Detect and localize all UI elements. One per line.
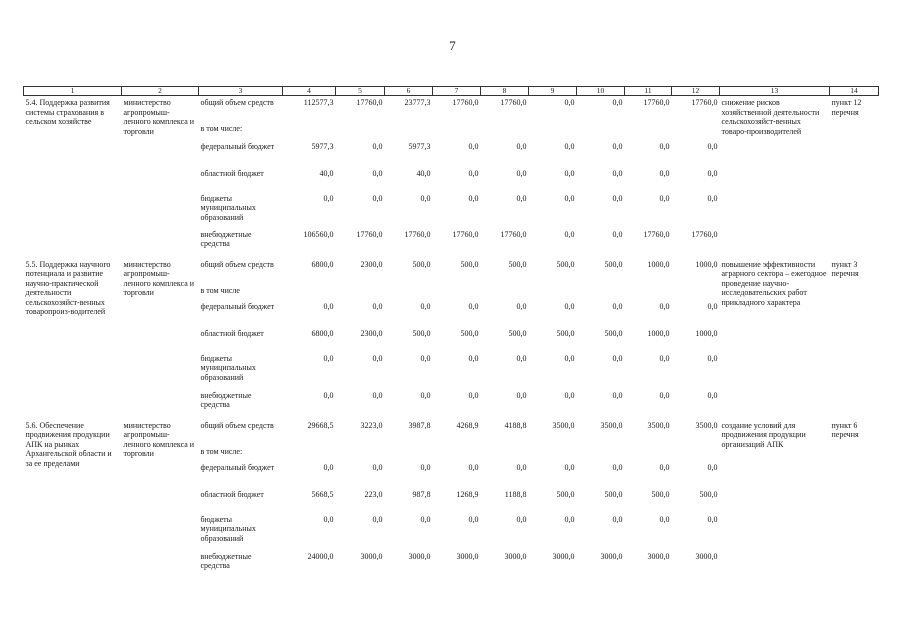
funding-value: 5668,5 xyxy=(311,489,334,499)
funding-value: 0,0 xyxy=(612,193,623,203)
funding-value: 0,0 xyxy=(468,168,479,178)
funding-value: 0,0 xyxy=(564,514,575,524)
funding-value: 0,0 xyxy=(372,168,383,178)
funding-value: 3500,0 xyxy=(647,420,670,430)
funding-value xyxy=(481,124,529,142)
funding-value: 17760,0 xyxy=(356,229,383,239)
funding-value: 0,0 xyxy=(564,193,575,203)
table-body xyxy=(24,96,879,580)
funding-value: 0,0 xyxy=(420,462,431,472)
funding-value: 500,0 xyxy=(604,259,623,269)
funding-value: 500,0 xyxy=(508,259,527,269)
funding-value: 0,0 xyxy=(659,168,670,178)
funding-value: 3000,0 xyxy=(456,551,479,561)
funding-value: 0,0 xyxy=(707,168,718,178)
funding-value xyxy=(577,447,625,463)
funding-value: 0,0 xyxy=(612,301,623,311)
funding-source: федеральный бюджет xyxy=(200,141,275,151)
activity-name: 5.6. Обеспечение продвижения продукции АПК на рынках Архангельской области и за ее пределами xyxy=(25,420,112,468)
funding-value xyxy=(577,286,625,302)
funding-value: 106560,0 xyxy=(303,229,334,239)
funding-value: 3000,0 xyxy=(552,551,575,561)
funding-value: 0,0 xyxy=(659,193,670,203)
funding-value: 1000,0 xyxy=(695,328,718,338)
funding-source: федеральный бюджет xyxy=(200,301,275,311)
funding-value: 1000,0 xyxy=(647,259,670,269)
funding-value: 0,0 xyxy=(420,301,431,311)
column-number: 1 xyxy=(24,87,122,96)
funding-value: 0,0 xyxy=(707,193,718,203)
executor: министерство агропромыш-ленного комплекса и торговли xyxy=(123,420,195,458)
funding-value: 0,0 xyxy=(372,141,383,151)
funding-value: 112577,3 xyxy=(303,98,334,107)
funding-value: 0,0 xyxy=(612,462,623,472)
funding-value: 0,0 xyxy=(564,229,575,239)
expected-result: создание условий для продвижения продукции организаций АПК xyxy=(721,420,806,449)
funding-value: 0,0 xyxy=(372,390,383,400)
column-number: 3 xyxy=(199,87,283,96)
funding-value: 0,0 xyxy=(516,168,527,178)
funding-value xyxy=(625,286,672,302)
funding-value: 0,0 xyxy=(372,353,383,363)
funding-value xyxy=(625,124,672,142)
column-number: 5 xyxy=(336,87,385,96)
funding-source: в том числе: xyxy=(200,446,243,456)
funding-value: 0,0 xyxy=(372,462,383,472)
funding-value: 0,0 xyxy=(659,301,670,311)
column-number: 14 xyxy=(830,87,879,96)
funding-value: 987,8 xyxy=(412,489,431,499)
funding-value: 0,0 xyxy=(468,353,479,363)
funding-source: бюджеты муниципальных образований xyxy=(200,193,256,222)
funding-value xyxy=(336,124,385,142)
funding-value: 0,0 xyxy=(516,353,527,363)
funding-value: 24000,0 xyxy=(307,551,334,561)
funding-value: 17760,0 xyxy=(643,98,670,107)
funding-value: 6800,0 xyxy=(311,328,334,338)
funding-value: 0,0 xyxy=(516,462,527,472)
funding-value: 0,0 xyxy=(707,462,718,472)
activity-name: 5.5. Поддержка научного потенциала и развитие научно-практической деятельности сельскохозяйст-венных товаропроиз-водителей xyxy=(25,259,111,316)
page-number: 7 xyxy=(449,38,456,53)
reference: пункт 12 перечня xyxy=(831,98,862,117)
funding-source: федеральный бюджет xyxy=(200,462,275,472)
funding-source: бюджеты муниципальных образований xyxy=(200,514,256,543)
funding-value: 0,0 xyxy=(468,301,479,311)
funding-value xyxy=(336,286,385,302)
funding-value xyxy=(672,124,720,142)
funding-source: общий объем средств xyxy=(200,420,274,430)
funding-value: 0,0 xyxy=(659,141,670,151)
funding-value: 0,0 xyxy=(612,98,623,107)
funding-value: 500,0 xyxy=(412,259,431,269)
funding-value: 0,0 xyxy=(420,353,431,363)
expected-result: снижение рисков хозяйственной деятельности сельскохозяйст-венных товаро-производителей xyxy=(721,98,820,136)
funding-value: 500,0 xyxy=(412,328,431,338)
funding-value xyxy=(283,447,336,463)
funding-value xyxy=(529,124,577,142)
funding-value xyxy=(283,286,336,302)
funding-source: общий объем средств xyxy=(200,259,274,269)
funding-value: 0,0 xyxy=(564,141,575,151)
funding-value: 0,0 xyxy=(707,514,718,524)
funding-value: 2300,0 xyxy=(360,259,383,269)
funding-value: 1268,9 xyxy=(456,489,479,499)
funding-value xyxy=(336,447,385,463)
funding-value: 0,0 xyxy=(420,390,431,400)
funding-value: 3223,0 xyxy=(360,420,383,430)
funding-value: 17760,0 xyxy=(452,229,479,239)
column-number: 2 xyxy=(122,87,199,96)
column-number: 7 xyxy=(433,87,481,96)
funding-value: 4188,8 xyxy=(504,420,527,430)
funding-value: 3000,0 xyxy=(408,551,431,561)
executor: министерство агропромыш-ленного комплекса и торговли xyxy=(123,98,195,136)
funding-value xyxy=(433,124,481,142)
funding-value: 0,0 xyxy=(707,390,718,400)
funding-value: 3500,0 xyxy=(552,420,575,430)
funding-value: 23777,3 xyxy=(404,98,431,107)
funding-source: внебюджетные средства xyxy=(200,551,252,570)
funding-value: 40,0 xyxy=(319,168,334,178)
funding-value: 0,0 xyxy=(564,462,575,472)
funding-value: 500,0 xyxy=(460,328,479,338)
funding-value: 223,0 xyxy=(364,489,383,499)
funding-value: 0,0 xyxy=(372,514,383,524)
funding-value: 0,0 xyxy=(564,390,575,400)
funding-value: 17760,0 xyxy=(691,229,718,239)
funding-value: 500,0 xyxy=(556,489,575,499)
funding-value: 0,0 xyxy=(323,353,334,363)
funding-value: 3000,0 xyxy=(360,551,383,561)
funding-value: 500,0 xyxy=(651,489,670,499)
funding-value: 500,0 xyxy=(699,489,718,499)
funding-value: 0,0 xyxy=(612,390,623,400)
funding-value: 1000,0 xyxy=(647,328,670,338)
funding-value: 0,0 xyxy=(323,514,334,524)
funding-value xyxy=(672,286,720,302)
funding-value: 0,0 xyxy=(707,301,718,311)
funding-source: областной бюджет xyxy=(200,328,264,338)
funding-source: областной бюджет xyxy=(200,489,264,499)
funding-value: 0,0 xyxy=(420,514,431,524)
funding-value xyxy=(481,286,529,302)
funding-value xyxy=(385,286,433,302)
funding-value: 0,0 xyxy=(323,301,334,311)
funding-value: 0,0 xyxy=(468,514,479,524)
funding-value: 0,0 xyxy=(516,301,527,311)
funding-value xyxy=(672,447,720,463)
funding-source: областной бюджет xyxy=(200,168,264,178)
funding-value: 0,0 xyxy=(612,514,623,524)
column-number: 9 xyxy=(529,87,577,96)
funding-value: 0,0 xyxy=(323,462,334,472)
column-number: 6 xyxy=(385,87,433,96)
funding-value: 500,0 xyxy=(460,259,479,269)
funding-value: 0,0 xyxy=(707,353,718,363)
funding-value xyxy=(481,447,529,463)
funding-value: 0,0 xyxy=(516,193,527,203)
funding-value: 3500,0 xyxy=(600,420,623,430)
activity-name: 5.4. Поддержка развития системы страхования в сельском хозяйстве xyxy=(25,98,110,126)
funding-value: 6800,0 xyxy=(311,259,334,269)
funding-value: 1000,0 xyxy=(695,259,718,269)
funding-value: 0,0 xyxy=(468,462,479,472)
funding-value: 1188,8 xyxy=(504,489,527,499)
funding-value: 500,0 xyxy=(556,259,575,269)
funding-value: 5977,3 xyxy=(408,141,431,151)
funding-value: 17760,0 xyxy=(452,98,479,107)
funding-value xyxy=(385,124,433,142)
funding-value: 0,0 xyxy=(323,390,334,400)
funding-source: внебюджетные средства xyxy=(200,229,252,248)
column-number: 11 xyxy=(625,87,672,96)
table-row xyxy=(24,419,879,447)
funding-value: 0,0 xyxy=(323,193,334,203)
funding-value: 0,0 xyxy=(612,168,623,178)
funding-value: 0,0 xyxy=(564,98,575,107)
funding-value: 500,0 xyxy=(604,328,623,338)
funding-source: в том числе: xyxy=(200,123,243,133)
funding-value xyxy=(625,447,672,463)
funding-value: 17760,0 xyxy=(500,98,527,107)
column-number: 12 xyxy=(672,87,720,96)
column-number: 8 xyxy=(481,87,529,96)
funding-value xyxy=(529,447,577,463)
funding-value: 0,0 xyxy=(516,141,527,151)
funding-value: 40,0 xyxy=(416,168,431,178)
funding-value: 17760,0 xyxy=(404,229,431,239)
funding-value: 4268,9 xyxy=(456,420,479,430)
funding-value: 500,0 xyxy=(508,328,527,338)
funding-value: 0,0 xyxy=(468,141,479,151)
funding-value: 0,0 xyxy=(564,353,575,363)
funding-value: 500,0 xyxy=(556,328,575,338)
funding-value: 0,0 xyxy=(564,168,575,178)
funding-value: 0,0 xyxy=(468,390,479,400)
program-table xyxy=(23,86,879,580)
funding-source: общий объем средств xyxy=(200,98,274,107)
funding-value: 17760,0 xyxy=(500,229,527,239)
column-number-row xyxy=(24,87,879,96)
funding-value: 17760,0 xyxy=(691,98,718,107)
funding-value: 3000,0 xyxy=(647,551,670,561)
funding-value xyxy=(577,124,625,142)
funding-value: 0,0 xyxy=(516,390,527,400)
column-number: 10 xyxy=(577,87,625,96)
funding-value: 0,0 xyxy=(372,301,383,311)
funding-value xyxy=(433,447,481,463)
funding-value: 3000,0 xyxy=(695,551,718,561)
funding-value: 0,0 xyxy=(659,353,670,363)
funding-source: внебюджетные средства xyxy=(200,390,252,409)
funding-value xyxy=(433,286,481,302)
funding-value: 3500,0 xyxy=(695,420,718,430)
funding-value xyxy=(385,447,433,463)
funding-value: 0,0 xyxy=(372,193,383,203)
funding-value: 17760,0 xyxy=(356,98,383,107)
funding-value: 3000,0 xyxy=(504,551,527,561)
funding-source: бюджеты муниципальных образований xyxy=(200,353,256,382)
funding-value: 3987,8 xyxy=(408,420,431,430)
funding-value: 0,0 xyxy=(659,390,670,400)
funding-value: 0,0 xyxy=(420,193,431,203)
table-row xyxy=(24,258,879,286)
funding-value: 3000,0 xyxy=(600,551,623,561)
reference: пункт 3 перечня xyxy=(831,259,859,278)
reference: пункт 6 перечня xyxy=(831,420,859,439)
column-number: 13 xyxy=(720,87,830,96)
funding-source: в том числе xyxy=(200,285,240,295)
funding-value xyxy=(283,124,336,142)
funding-value: 29668,5 xyxy=(307,420,334,430)
funding-value: 0,0 xyxy=(659,514,670,524)
expected-result: повышение эффективности аграрного сектора – ежегодное проведение научно-исследовательских работ прикладного характера xyxy=(721,259,827,307)
funding-value xyxy=(529,286,577,302)
funding-value: 0,0 xyxy=(516,514,527,524)
funding-value: 0,0 xyxy=(612,141,623,151)
funding-value: 0,0 xyxy=(659,462,670,472)
table-row xyxy=(24,96,879,124)
funding-value: 0,0 xyxy=(468,193,479,203)
funding-value: 2300,0 xyxy=(360,328,383,338)
funding-value: 0,0 xyxy=(564,301,575,311)
executor: министерство агропромыш-ленного комплекса и торговли xyxy=(123,259,195,297)
funding-value: 0,0 xyxy=(707,141,718,151)
funding-value: 17760,0 xyxy=(643,229,670,239)
funding-value: 0,0 xyxy=(612,229,623,239)
funding-value: 5977,3 xyxy=(311,141,334,151)
funding-value: 0,0 xyxy=(612,353,623,363)
funding-value: 500,0 xyxy=(604,489,623,499)
column-number: 4 xyxy=(283,87,336,96)
